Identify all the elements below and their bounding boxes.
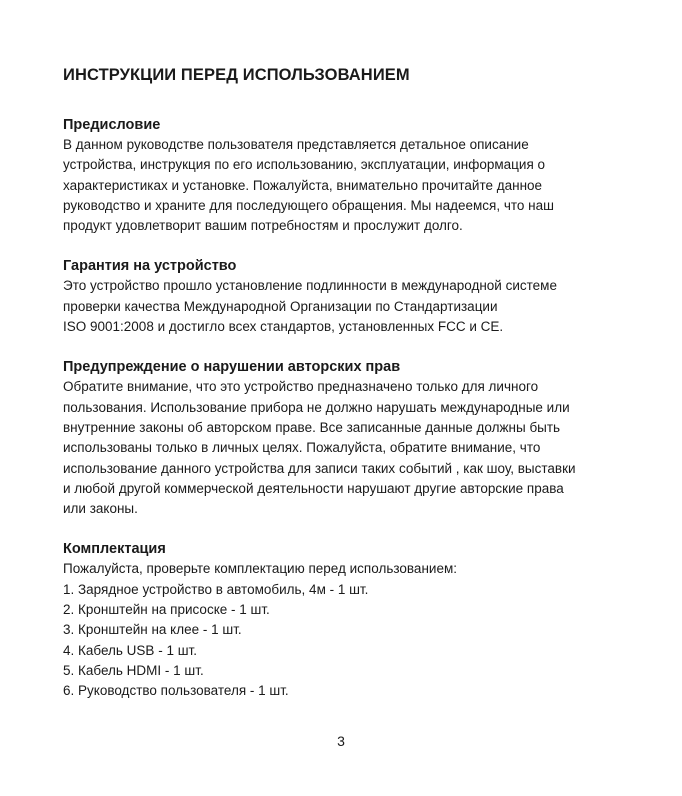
section-heading: Гарантия на устройство (63, 258, 237, 275)
section-package-contents (63, 539, 653, 701)
paragraph-line: внутренние законы об авторском праве. Все записанные данные должны быть (63, 419, 561, 435)
paragraph-line: руководство и храните для последующего обращения. Мы надеемся, что наш (63, 197, 554, 213)
paragraph-line: ISO 9001:2008 и достигло всех стандартов, установленных FCC и CE. (63, 319, 504, 335)
paragraph-line: характеристиках и установке. Пожалуйста, внимательно прочитайте данное (63, 177, 543, 193)
section-copyright-warning (63, 357, 653, 519)
list-item: 2. Кронштейн на присоске - 1 шт. (63, 602, 270, 618)
paragraph-line: и любой другой коммерческой деятельности нарушают другие авторские права (63, 480, 564, 496)
paragraph-line: проверки качества Международной Организации по Стандартизации (63, 298, 498, 314)
paragraph-line: Это устройство прошло установление подлинности в международной системе (63, 278, 557, 294)
section-heading: Предупреждение о нарушении авторских прав (63, 359, 401, 376)
page-number: 3 (337, 733, 345, 749)
document-title: ИНСТРУКЦИИ ПЕРЕД ИСПОЛЬЗОВАНИЕМ (63, 66, 410, 84)
list-item: 4. Кабель USB - 1 шт. (63, 642, 197, 658)
paragraph-line: пользования. Использование прибора не должно нарушать международные или (63, 399, 570, 415)
list-item: 5. Кабель HDMI - 1 шт. (63, 662, 204, 678)
document-page (63, 66, 653, 722)
paragraph-line: устройства, инструкция по его использованию, эксплуатации, информация о (63, 157, 546, 173)
section-preface (63, 115, 653, 236)
paragraph-line: или законы. (63, 501, 138, 517)
list-item: 3. Кронштейн на клее - 1 шт. (63, 622, 242, 638)
section-heading: Предисловие (63, 117, 161, 133)
list-item: 6. Руководство пользователя - 1 шт. (63, 683, 289, 699)
paragraph-line: использованы только в личных целях. Пожалуйста, обратите внимание, что (63, 440, 541, 456)
paragraph-line: Пожалуйста, проверьте комплектацию перед использованием: (63, 561, 457, 577)
paragraph-line: В данном руководстве пользователя представляется детальное описание (63, 137, 529, 152)
paragraph-line: продукт удовлетворит вашим потребностям и прослужит долго. (63, 218, 463, 234)
section-warranty (63, 256, 653, 337)
paragraph-line: использование данного устройства для записи таких событий , как шоу, выставки (63, 460, 576, 476)
section-heading: Комплектация (63, 541, 166, 558)
list-item: 1. Зарядное устройство в автомобиль, 4м - 1 шт. (63, 581, 369, 597)
paragraph-line: Обратите внимание, что это устройство предназначено только для личного (63, 379, 539, 395)
